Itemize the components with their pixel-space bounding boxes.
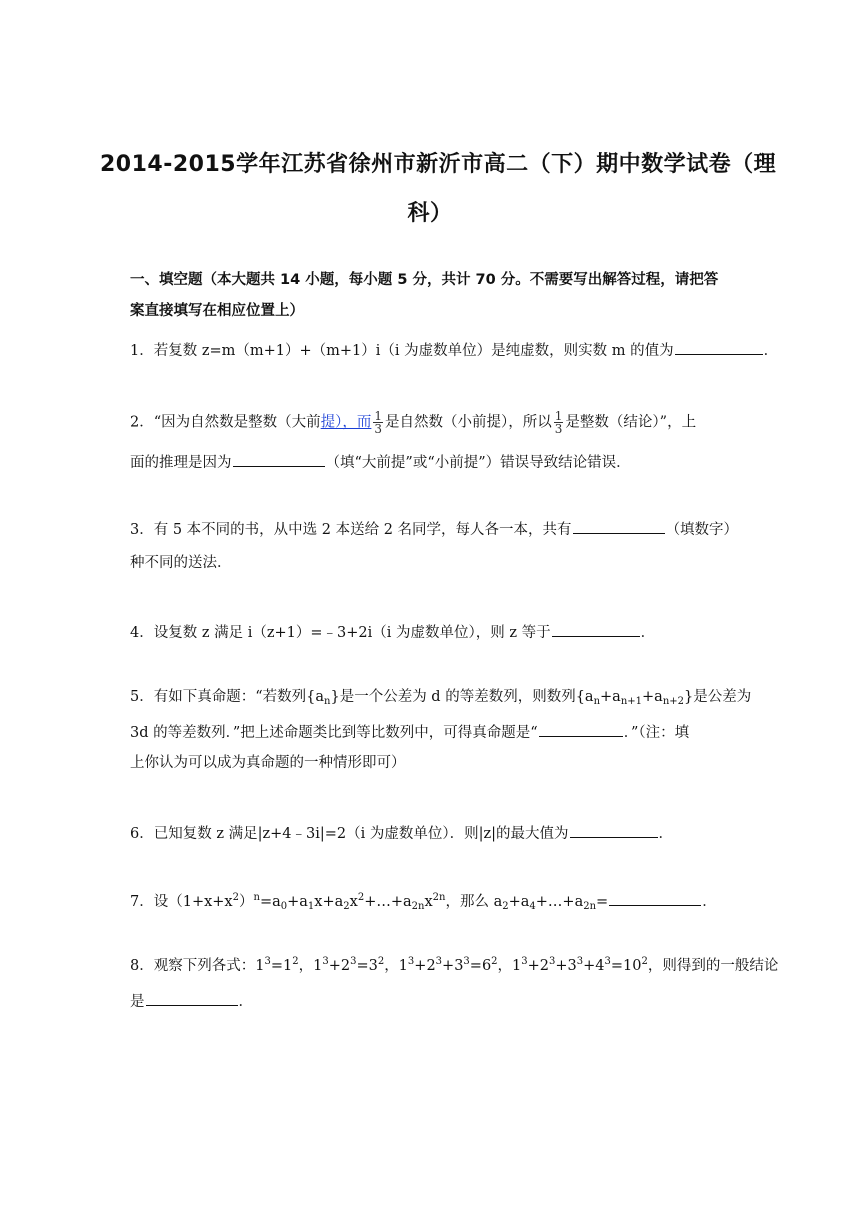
q8-sup-m: 3	[604, 956, 611, 967]
q7-sub-4: 4	[529, 901, 536, 912]
q8-sup-h: 3	[463, 956, 470, 967]
answer-blank-2	[233, 450, 325, 467]
q8-sup-j: 3	[521, 956, 528, 967]
question-1-end: ．	[763, 343, 779, 359]
q8-l: +3	[555, 958, 577, 974]
q8-end: ．	[238, 994, 253, 1010]
q7-sup-2n: 2n	[432, 892, 446, 903]
question-2-line-2b: （填“大前提”或“小前提”）错误导致结论错误．	[325, 455, 631, 471]
q7-sup-2b: 2	[357, 892, 365, 903]
q7-h: x	[424, 894, 433, 910]
fraction-one-third	[373, 410, 383, 435]
q8-m: +4	[583, 958, 605, 974]
answer-blank-4	[552, 620, 640, 637]
answer-blank-8	[146, 989, 238, 1006]
q8-i: =6	[469, 958, 492, 974]
q7-b: ）	[238, 894, 254, 910]
question-4	[130, 620, 655, 643]
question-2-link[interactable]: 提），而	[320, 414, 372, 431]
q8-g: +2	[414, 958, 436, 974]
fraction-denominator: 3	[374, 422, 383, 436]
q8-h: +3	[442, 958, 464, 974]
q8-sup-g: 3	[435, 956, 443, 967]
q8-sup-b: 2	[292, 956, 299, 967]
q8-sup-f: 3	[407, 956, 415, 967]
answer-blank-7	[609, 889, 701, 906]
q7-end: ．	[702, 894, 717, 910]
q8-d: +2	[328, 958, 351, 974]
q8-sup-a: 3	[264, 956, 271, 967]
q7-j: +a	[508, 894, 530, 910]
q7-sub-2n: 2n	[411, 901, 425, 912]
fraction-numerator-2: 1	[554, 409, 563, 423]
q7-g: +…+a	[364, 894, 412, 910]
answer-blank-6	[570, 821, 658, 838]
document-title-line-1: 2014-2015学年江苏省徐州市新沂市高二（下）期中数学试卷（理	[100, 152, 777, 177]
answer-blank-5	[539, 720, 623, 737]
question-6-end: ．	[658, 826, 674, 842]
q8-sup-k: 3	[549, 956, 556, 967]
question-6-text: 6．已知复数 z 满足|z+4﹣3i|=2（i 为虚数单位）．则|z|的最大值为	[130, 826, 569, 842]
q7-sup-n: n	[253, 892, 260, 903]
q7-c: =a	[259, 894, 281, 910]
q8-f: ，1	[384, 958, 408, 974]
q7-a: 7．设（1+x+x	[130, 894, 233, 910]
q8-a: 8．观察下列各式：1	[130, 958, 265, 974]
q8-e: =3	[356, 958, 378, 974]
answer-blank-1	[675, 338, 763, 355]
fraction-denominator-2: 3	[554, 422, 563, 436]
question-5-line-1	[130, 687, 751, 707]
q5-seg-c: +a	[600, 689, 621, 705]
q7-sub-1: 1	[307, 901, 315, 912]
question-6	[130, 821, 673, 844]
q8-o: ，则得到的一般结论	[647, 958, 779, 974]
q5-seg-d: +a	[642, 689, 663, 705]
question-5-line-2	[130, 720, 689, 743]
answer-blank-3	[573, 517, 665, 534]
question-3-line-1b: （填数字）	[665, 522, 739, 538]
q5-seg-e: }是公差为	[684, 689, 752, 705]
q7-i: ，那么 a	[445, 894, 503, 910]
q8-sup-d: 3	[350, 956, 357, 967]
question-2-line-2a: 面的推理是因为	[130, 455, 232, 471]
q5-sub-n-2: n	[593, 696, 601, 707]
q8-k: +2	[527, 958, 550, 974]
section-heading-line-1: 一、填空题（本大题共 14 小题，每小题 5 分，共计 70 分。不需要写出解答过程，请把答	[130, 272, 719, 288]
q5-line-2b: ．”（注：填	[623, 725, 690, 741]
q8-line-2: 是	[130, 994, 145, 1010]
question-4-text: 4．设复数 z 满足 i（z+1）=﹣3+2i（i 为虚数单位），则 z 等于	[130, 625, 551, 641]
question-1	[130, 338, 778, 361]
question-4-end: ．	[640, 625, 656, 641]
q8-c: ，1	[298, 958, 323, 974]
q8-sup-l: 3	[576, 956, 584, 967]
q7-f: x	[349, 894, 358, 910]
question-8-line-1	[130, 956, 778, 976]
q7-k: +…+a	[535, 894, 584, 910]
question-2-part-3: 是整数（结论）”，上	[565, 414, 697, 431]
question-2-line-1	[130, 410, 696, 435]
q7-sup-2: 2	[232, 892, 239, 903]
q7-sub-2c: 2	[502, 901, 509, 912]
q8-sup-c: 3	[322, 956, 329, 967]
q8-sup-i: 2	[491, 956, 498, 967]
q7-sub-0: 0	[280, 901, 288, 912]
question-2-part-1: 2．“因为自然数是整数（大前	[130, 414, 321, 431]
document-title-line-2: 科）	[407, 201, 453, 226]
q8-b: =1	[270, 958, 293, 974]
q5-sub-n1: n+1	[620, 696, 643, 707]
q7-e: x+a	[314, 894, 344, 910]
question-3-line-2: 种不同的送法．	[130, 555, 232, 571]
question-1-text: 1．若复数 z=m（m+1）+（m+1）i（i 为虚数单位）是纯虚数，则实数 m 的值为	[130, 343, 674, 359]
q5-sub-n2: n+2	[662, 696, 684, 707]
fraction-numerator: 1	[374, 409, 383, 423]
q8-sup-e: 2	[377, 956, 385, 967]
q5-line-2a: 3d 的等差数列．”把上述命题类比到等比数列中，可得真命题是“	[130, 725, 538, 741]
q7-d: +a	[287, 894, 308, 910]
fraction-one-third-2	[554, 410, 564, 435]
question-5-line-3: 上你认为可以成为真命题的一种情形即可）	[130, 755, 406, 771]
q7-sub-2: 2	[343, 901, 350, 912]
q8-n: =10	[610, 958, 642, 974]
question-2-part-2: 是自然数（小前提），所以	[385, 414, 552, 431]
question-3-line-1a: 3．有 5 本不同的书，从中选 2 本送给 2 名同学，每人各一本，共有	[130, 522, 572, 538]
q5-seg-a: 5．有如下真命题：“若数列{a	[130, 689, 325, 705]
q5-sub-n: n	[324, 696, 331, 707]
q8-j: ，1	[497, 958, 522, 974]
q7-l: =	[596, 894, 609, 910]
question-8-line-2	[130, 989, 253, 1012]
q5-seg-b: }是一个公差为 d 的等差数列，则数列{a	[330, 689, 594, 705]
question-2-line-2	[130, 450, 631, 473]
section-heading-line-2: 案直接填写在相应位置上）	[130, 303, 304, 319]
q8-sup-n: 2	[641, 956, 648, 967]
q7-sub-2n-b: 2n	[583, 901, 597, 912]
question-3-line-1	[130, 517, 738, 540]
question-7	[130, 889, 717, 912]
